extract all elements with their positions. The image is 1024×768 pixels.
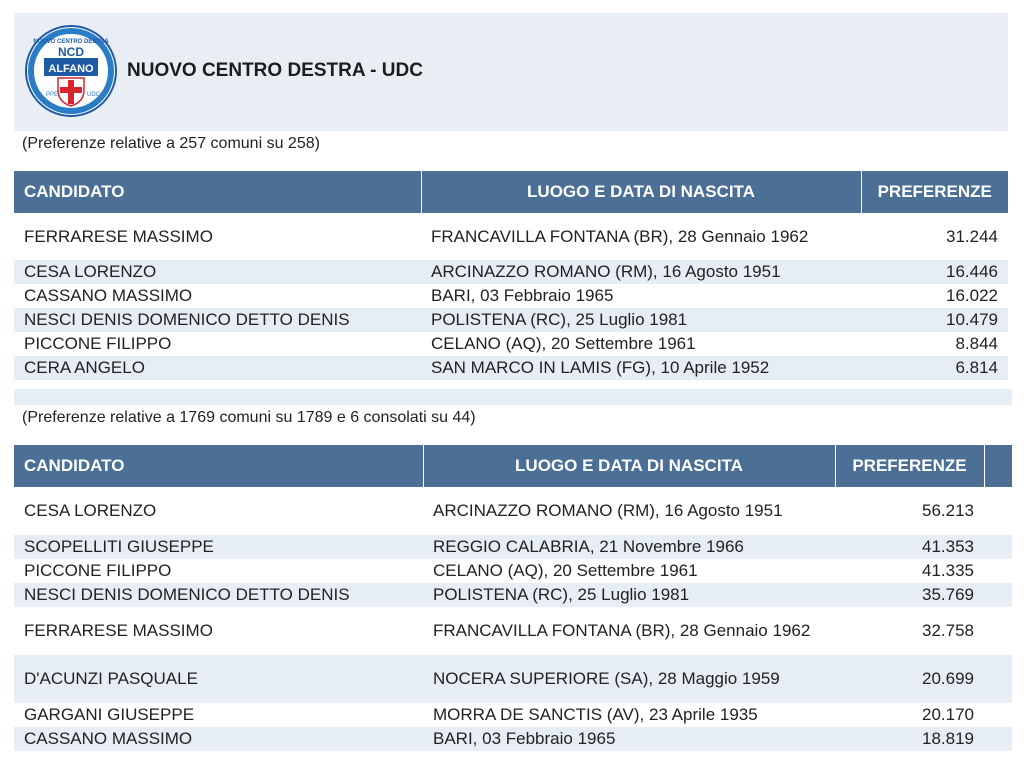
logo-alfano-text: ALFANO	[48, 63, 94, 75]
candidate-birth: NOCERA SUPERIORE (SA), 28 Maggio 1959	[423, 655, 835, 703]
candidate-name: CASSANO MASSIMO	[14, 284, 421, 308]
table-row	[14, 487, 1012, 535]
candidate-name: CERA ANGELO	[14, 356, 421, 380]
candidate-name: CESA LORENZO	[14, 487, 423, 535]
logo-left-text: PPE	[46, 92, 59, 98]
candidate-name: FERRARESE MASSIMO	[14, 607, 423, 655]
logo-right-text: UDC	[87, 92, 100, 98]
candidate-votes: 20.699	[835, 655, 984, 703]
logo-top-text: NUOVO CENTRO DESTRA	[33, 39, 109, 45]
candidate-votes: 20.170	[835, 703, 984, 727]
section1-table-viewport[interactable]	[14, 171, 1008, 380]
table-row	[14, 727, 1012, 751]
row-spacer	[984, 607, 1012, 655]
column-header-spacer	[984, 445, 1012, 487]
candidate-birth: POLISTENA (RC), 25 Luglio 1981	[421, 308, 861, 332]
candidate-votes: 56.213	[835, 487, 984, 535]
candidate-name: PICCONE FILIPPO	[14, 332, 421, 356]
column-header-votes: PREFERENZE	[861, 171, 1008, 213]
table-row	[14, 284, 1008, 308]
table-row	[14, 260, 1008, 284]
row-spacer	[984, 655, 1012, 703]
column-header-birth: LUOGO E DATA DI NASCITA	[421, 171, 861, 213]
candidate-birth: CELANO (AQ), 20 Settembre 1961	[423, 559, 835, 583]
table-row	[14, 559, 1012, 583]
section2-note: (Preferenze relative a 1769 comuni su 1789 e 6 consolati su 44)	[22, 409, 476, 426]
table-row	[14, 356, 1008, 380]
candidate-votes: 41.353	[835, 535, 984, 559]
row-spacer	[984, 583, 1012, 607]
candidate-votes: 10.479	[861, 308, 1008, 332]
candidate-votes: 18.819	[835, 727, 984, 751]
candidate-votes: 35.769	[835, 583, 984, 607]
section1-note: (Preferenze relative a 257 comuni su 258)	[22, 135, 320, 152]
candidate-birth: POLISTENA (RC), 25 Luglio 1981	[423, 583, 835, 607]
row-spacer	[984, 703, 1012, 727]
table-row	[14, 655, 1012, 703]
candidate-name: PICCONE FILIPPO	[14, 559, 423, 583]
candidate-name: NESCI DENIS DOMENICO DETTO DENIS	[14, 583, 423, 607]
row-spacer	[984, 559, 1012, 583]
candidate-birth: BARI, 03 Febbraio 1965	[421, 284, 861, 308]
candidate-birth: REGGIO CALABRIA, 21 Novembre 1966	[423, 535, 835, 559]
candidate-votes: 16.446	[861, 260, 1008, 284]
section2-table	[14, 445, 1012, 751]
candidate-name: D'ACUNZI PASQUALE	[14, 655, 423, 703]
logo-ncd-text: NCD	[58, 45, 84, 59]
party-name: NUOVO CENTRO DESTRA - UDC	[127, 60, 423, 81]
candidate-name: CESA LORENZO	[14, 260, 421, 284]
candidate-votes: 16.022	[861, 284, 1008, 308]
candidate-birth: MORRA DE SANCTIS (AV), 23 Aprile 1935	[423, 703, 835, 727]
table-row	[14, 332, 1008, 356]
column-header-votes: PREFERENZE	[835, 445, 984, 487]
row-spacer	[984, 727, 1012, 751]
column-header-candidate: CANDIDATO	[14, 171, 421, 213]
candidate-birth: ARCINAZZO ROMANO (RM), 16 Agosto 1951	[421, 260, 861, 284]
table-row	[14, 535, 1012, 559]
candidate-birth: ARCINAZZO ROMANO (RM), 16 Agosto 1951	[423, 487, 835, 535]
row-spacer	[984, 487, 1012, 535]
candidate-votes: 8.844	[861, 332, 1008, 356]
candidate-votes: 6.814	[861, 356, 1008, 380]
candidate-birth: BARI, 03 Febbraio 1965	[423, 727, 835, 751]
candidate-name: NESCI DENIS DOMENICO DETTO DENIS	[14, 308, 421, 332]
table-row	[14, 213, 1008, 260]
candidate-name: SCOPELLITI GIUSEPPE	[14, 535, 423, 559]
row-spacer	[984, 535, 1012, 559]
candidate-votes: 41.335	[835, 559, 984, 583]
party-header	[14, 13, 1008, 131]
table-row	[14, 703, 1012, 727]
table-row	[14, 607, 1012, 655]
column-header-candidate: CANDIDATO	[14, 445, 423, 487]
table-row	[14, 308, 1008, 332]
table-row	[14, 583, 1012, 607]
candidate-birth: FRANCAVILLA FONTANA (BR), 28 Gennaio 1962	[423, 607, 835, 655]
candidate-name: CASSANO MASSIMO	[14, 727, 423, 751]
section-separator	[14, 389, 1012, 405]
candidate-votes: 32.758	[835, 607, 984, 655]
party-logo	[24, 24, 118, 118]
candidate-name: FERRARESE MASSIMO	[14, 213, 421, 260]
candidate-birth: SAN MARCO IN LAMIS (FG), 10 Aprile 1952	[421, 356, 861, 380]
candidate-name: GARGANI GIUSEPPE	[14, 703, 423, 727]
candidate-birth: FRANCAVILLA FONTANA (BR), 28 Gennaio 1962	[421, 213, 861, 260]
section1-table	[14, 171, 1008, 380]
candidate-votes: 31.244	[861, 213, 1008, 260]
candidate-birth: CELANO (AQ), 20 Settembre 1961	[421, 332, 861, 356]
column-header-birth: LUOGO E DATA DI NASCITA	[423, 445, 835, 487]
